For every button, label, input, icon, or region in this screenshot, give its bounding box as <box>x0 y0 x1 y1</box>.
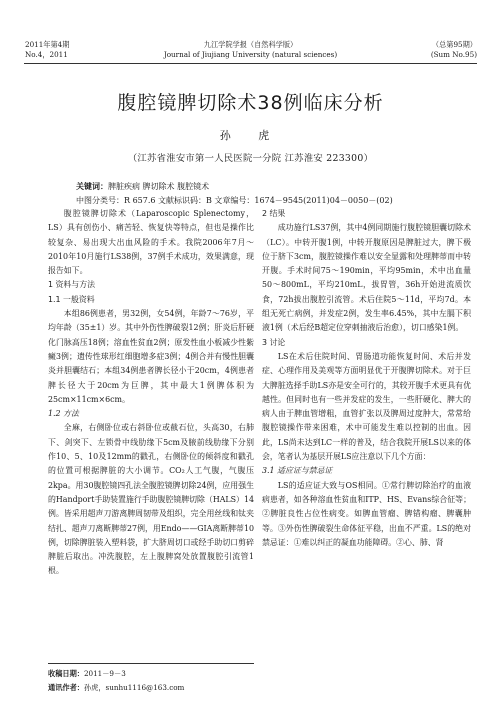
author-info: 孙虎，sunhu1116@163.com <box>83 683 185 692</box>
sum-info <box>431 40 477 60</box>
section-heading: 3.1 适应证与禁忌证 <box>262 466 333 476</box>
section-heading: 1.1 一般资料 <box>48 294 95 304</box>
received-date: 2011－9－3 <box>83 669 126 678</box>
journal-header <box>0 0 501 62</box>
paragraph: LS在术后住院时间、胃肠道功能恢复时间、术后并发症、心理作用及美观等方面明显优于开腹脾切除术。对于巨大脾脏选择手助LS亦是安全可行的，其较开腹手术更具有优越性。但同时也有一些并发症的发生，一些肝硬化、脾大的病人由于脾血管增粗，血管扩张以及脾周过度肿大，常常给腹腔镜操作带来困难，术中可能发生难以控制的出血。因此，LS尚未达到LC一样的普及，结合我院开展LS以来的体会，笔者认为基层开展LS应注意以下几个方面： <box>262 351 471 462</box>
keywords-block <box>76 180 393 208</box>
keywords-label: 关键词： <box>76 182 108 191</box>
keywords-line <box>76 180 393 194</box>
header-rule <box>24 63 477 64</box>
section-heading: 3 讨论 <box>262 337 286 347</box>
paragraph: 腹腔镜脾切除术（Laparoscopic Splenectomy，LS）具有创伤小、痛苦轻、恢复快等特点，但也是操作比较复杂、易出现大出血风险的手术。我院2006年7月～2010年10月施行LS38例，37例手术成功，效果满意，现报告如下。 <box>48 209 254 276</box>
article-title: 腹腔镜脾切除术38例临床分析 <box>117 92 384 114</box>
author-label: 通讯作者： <box>48 683 84 692</box>
left-column <box>48 207 254 579</box>
sum-number-cn: （总第95期） <box>431 40 477 49</box>
footnote <box>48 663 254 695</box>
received-label: 收稿日期： <box>48 669 84 678</box>
journal-name <box>0 40 501 60</box>
paragraph: 成功施行LS37例，其中4例同期施行腹腔镜胆囊切除术（LC）。中转开腹1例，中转开腹原因是脾脏过大，脾下极位于脐下3cm，腹腔镜操作难以安全显露和处理脾蒂而中转开腹。手术时间75～190min，平均95min，术中出血量50～800mL，平均210mL，拔胃管，36h开始进流质饮食，72h拔出腹腔引流管。术后住院5～11d，平均7d。本组无死亡病例，并发症2例，发生率6.45%，其中左膈下积液1例（术后经B超定位穿刺抽液后治愈），切口感染1例。 <box>262 223 471 333</box>
paragraph: 全麻，右侧卧位或右斜卧位或截石位，头高30，右肺下、剑突下、左锁骨中线肋缘下5cm及腋前线肋缘下分别作10、5、10及12mm的戳孔，右侧卧位的倾斜度和戳孔的位置可根据脾脏的大小调节。CO₂人工气腹，气腹压2kpa。用30腹腔镜四孔法全腹腔镜脾切除24例，应用强生的Handport手助装置施行手助腹腔镜脾切除（HALS）14例。皆采用超声刀游离脾周韧带及组织，完全用丝线和钛夹结扎、超声刀离断脾蒂27例，用Endo——GIA离断脾蒂10例，切除脾脏装入塑料袋，扩大脐周切口或经手助切口剪碎脾脏后取出。冲洗腹腔，左上腹脾窝处放置腹腔引流管1根。 <box>48 423 254 576</box>
corresponding-author-line <box>48 681 254 695</box>
journal-name-cn: 九江学院学报（自然科学版） <box>203 40 298 49</box>
keywords-text: 脾脏疾病 脾切除术 腹腔镜术 <box>108 182 210 191</box>
classification-line: 中图分类号：R 657.6 文献标识码：B 文章编号：1674－9545(2011)04－0050－(02) <box>76 196 393 205</box>
article-author: 孙 虎 <box>219 129 282 142</box>
right-column <box>262 207 471 550</box>
issue-number-cn: 2011年第4期 <box>25 40 70 49</box>
sum-number-en: (Sum No.95) <box>430 50 477 59</box>
issue-number-en: No.4，2011 <box>25 50 68 59</box>
section-heading: 2 结果 <box>262 209 286 218</box>
section-heading: 1.2 方法 <box>48 409 79 419</box>
paragraph: 本组86例患者，男32例，女54例，年龄7～76岁，平均年龄（35±1）岁。其中外伤性脾破裂12例；肝炎后肝硬化门脉高压18例；溶血性贫血2例；原发性血小板减少性紫癜3例；遗传性球形红细胞增多症3例；4例合并有慢性胆囊炎并胆囊结石；本组34例患者脾长径小于20cm，4例患者脾长径大于20cm为巨脾，其中最大1例脾体积为25cm×11cm×6cm。 <box>48 309 254 404</box>
journal-name-en: Journal of Jiujiang University (natural sciences) <box>163 50 338 59</box>
received-line <box>48 667 254 681</box>
paragraph: LS的适应证大致与OS相同。①常行脾切除治疗的血液病患者，如各种溶血性贫血和ITP、HS、Evans综合征等；②脾脏良性占位性病变。如脾血管瘤、脾错构瘤、脾囊肿等。③外伤性脾破裂生命体征平稳，出血不严重。LS的绝对禁忌证：①难以纠正的凝血功能障碍。②心、肺、肾 <box>262 480 471 547</box>
article-affiliation: （江苏省淮安市第一人民医院一分院 江苏淮安 223300） <box>127 153 374 164</box>
section-heading: 1 资料与方法 <box>48 280 95 290</box>
